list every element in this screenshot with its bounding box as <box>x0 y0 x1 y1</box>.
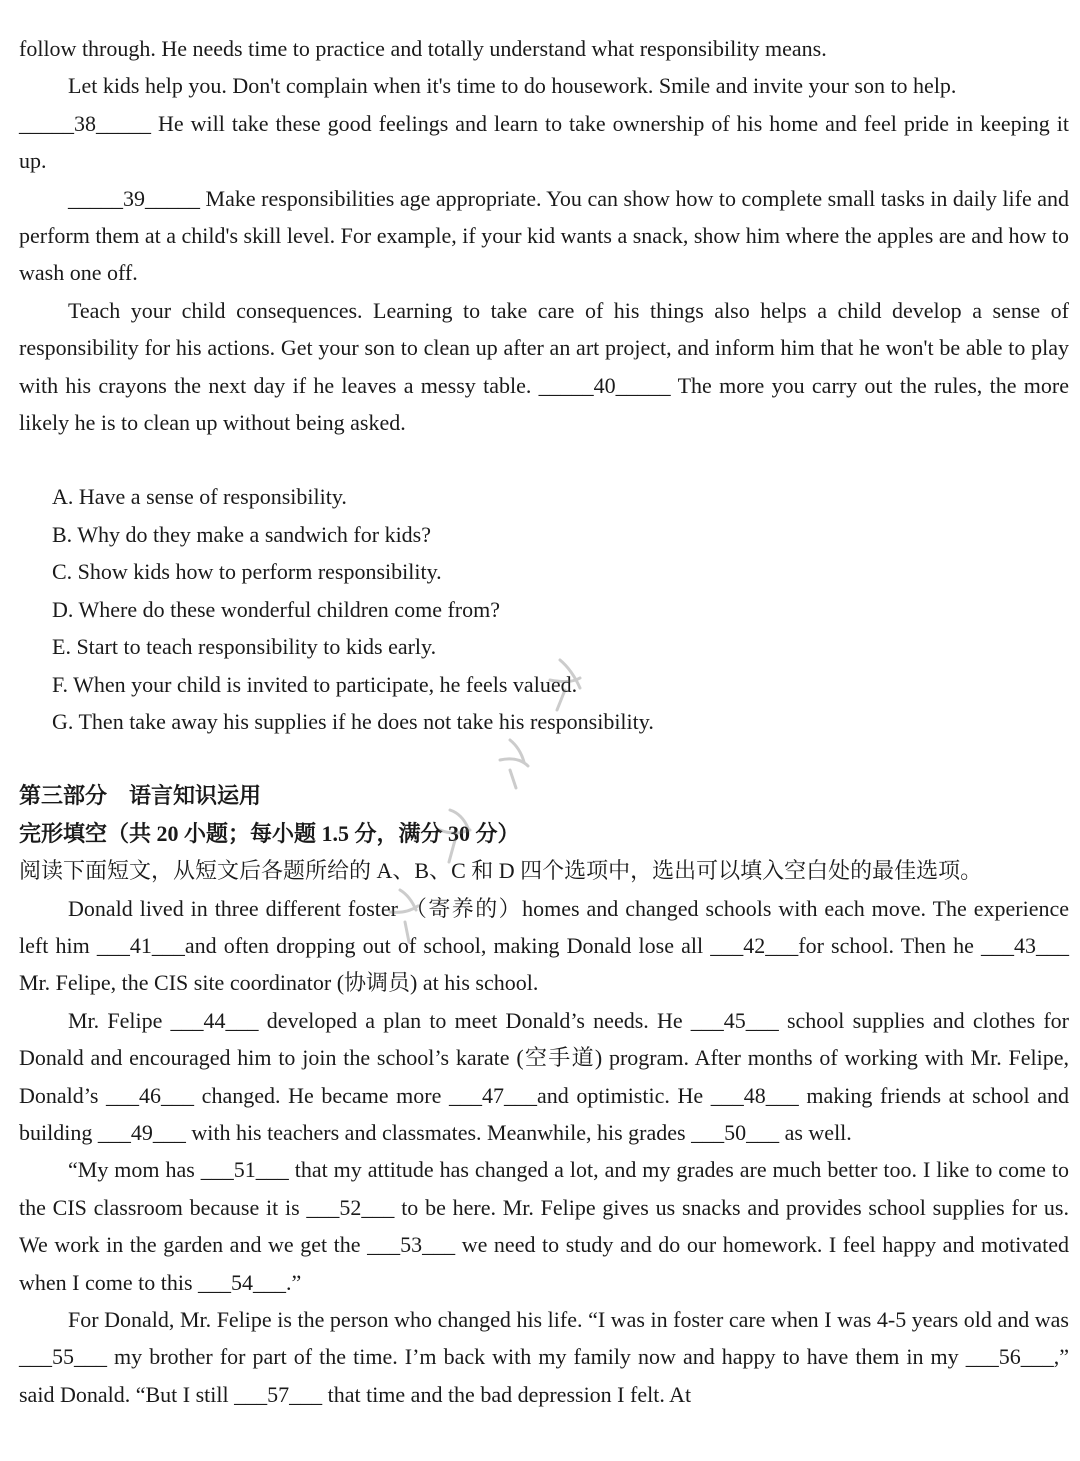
option-e: E. Start to teach responsibility to kids early. <box>52 634 437 660</box>
option-g: G. Then take away his supplies if he does not take his responsibility. <box>52 708 654 734</box>
spacer <box>19 441 1069 478</box>
cloze-paragraph-3: “My mom has ___51___ that my attitude has changed a lot, and my grades are much better too. I like to come to the CIS classroom because it is ___52___ to be here. Mr. Felipe gives us snacks and provides school supplies for us. We work in the garden and we get the ___53___ we need to study and do our homework. I feel happy and motivated when I come to this ___54___.” <box>19 1157 1069 1295</box>
section-instruction: 阅读下面短文，从短文后各题所给的 A、B、C 和 D 四个选项中，选出可以填入空白处的最佳选项。 <box>19 858 983 884</box>
option-b: B. Why do they make a sandwich for kids? <box>52 521 432 547</box>
watermark-graphic <box>360 650 620 980</box>
paragraph-continuation: follow through. He needs time to practice and totally understand what responsibility means. <box>19 36 827 61</box>
paragraph-blank-38: _____38_____ He will take these good feelings and learn to take ownership of his home and feel pride in keeping it up. <box>19 110 1069 174</box>
paragraph-blank-39: _____39_____ Make responsibilities age appropriate. You can show how to complete small tasks in daily life and perform them at a child's skill level. For example, if your kid wants a snack, show him where the apples are and how to wash one off. <box>19 185 1069 286</box>
option-f: F. When your child is invited to participate, he feels valued. <box>52 671 578 697</box>
option-c: C. Show kids how to perform responsibility. <box>52 559 442 585</box>
cloze-paragraph-4: For Donald, Mr. Felipe is the person who changed his life. “I was in foster care when I was 4-5 years old and was ___55___ my brother for part of the time. I’m back with my family now and happy to have them in my ___56___,” said Donald. “But I still ___57___ that time and the bad depression I felt. At <box>19 1307 1069 1407</box>
cloze-paragraph-2: Mr. Felipe ___44___ developed a plan to meet Donald’s needs. He ___45___ school supplies and clothes for Donald and encouraged him to join the school’s karate (空手道) program. After months of working with Mr. Felipe, Donald’s ___46___ changed. He became more ___47___and optimistic. He ___48___ making friends at school and building ___49___ with his teachers and classmates. Meanwhile, his grades ___50___ as well. <box>19 1007 1069 1145</box>
paragraph-let-kids-help: Let kids help you. Don't complain when it's time to do housework. Smile and invite your son to help. <box>68 73 957 99</box>
paragraph-consequences: Teach your child consequences. Learning to take care of his things also helps a child develop a sense of responsibility for his actions. Get your son to clean up after an art project, and inform him that he won't be able to play with his crayons the next day if he leaves a messy table. _____40_____ The more you carry out the rules, the more likely he is to clean up without being asked. <box>19 297 1069 436</box>
cloze-paragraph-1: Donald lived in three different foster （寄养的）homes and changed schools with each move. The experience left him ___41___and often dropping out of school, making Donald lose all ___42___for school. Then he ___43___ Mr. Felipe, the CIS site coordinator (协调员) at his school. <box>19 895 1069 996</box>
section-subtitle: 完形填空（共 20 小题；每小题 1.5 分，满分 30 分） <box>19 820 520 846</box>
option-a: A. Have a sense of responsibility. <box>52 484 347 510</box>
section-title: 第三部分 语言知识运用 <box>19 783 262 809</box>
option-d: D. Where do these wonderful children come from? <box>52 596 500 622</box>
